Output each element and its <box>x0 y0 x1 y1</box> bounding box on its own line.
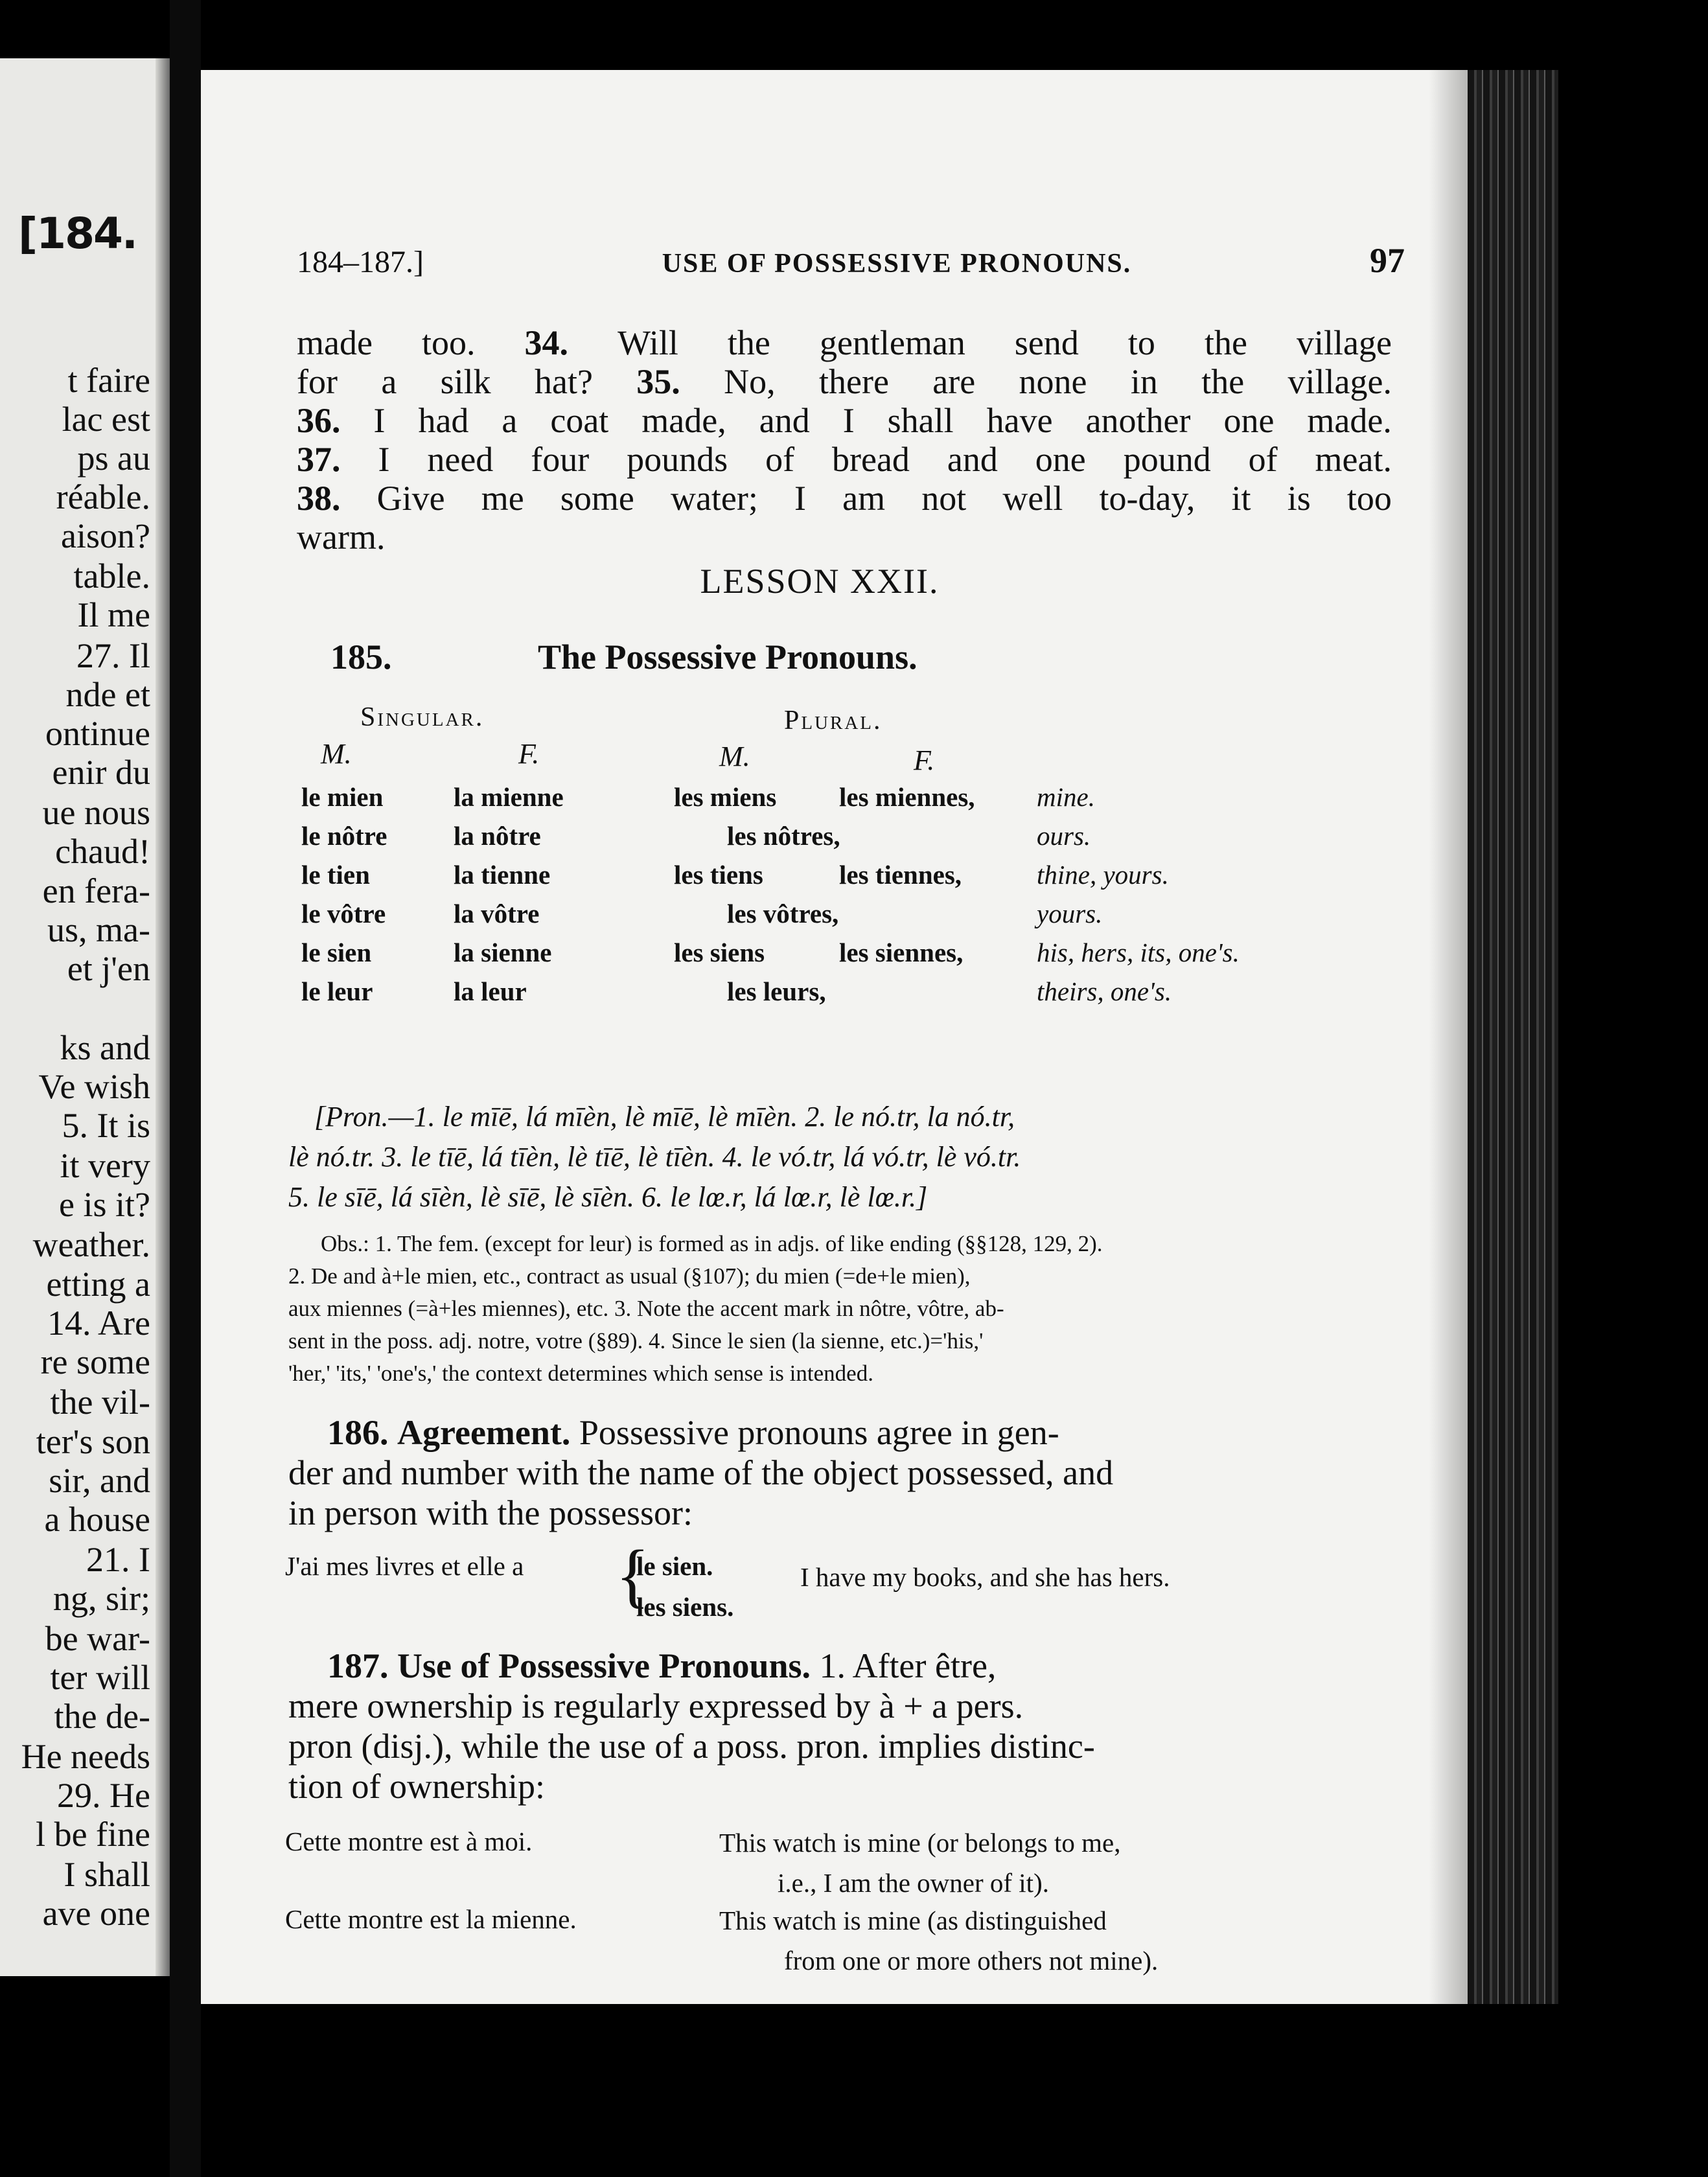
left-page-gutter <box>156 58 170 1976</box>
exercise-word: am <box>842 479 886 518</box>
example-187-2-french: Cette montre est la mienne. <box>285 1904 577 1934</box>
exercise-word: a <box>502 401 518 440</box>
left-page-fragment: weather. <box>32 1225 150 1264</box>
obs-line-4: sent in the poss. adj. notre, votre (§89). 4. Since le sien (la sienne, etc.)='his,' <box>288 1328 984 1353</box>
exercise-word: pound <box>1123 440 1211 479</box>
left-page-fragment: it very <box>60 1146 150 1185</box>
exercise-word: 36. <box>297 401 341 440</box>
left-page-fragment: 5. It is <box>62 1106 150 1145</box>
left-page-fragment: table. <box>73 557 150 595</box>
gender-m-singular: M. <box>321 738 352 770</box>
exercise-word: four <box>531 440 590 479</box>
exercise-word: one <box>1035 440 1086 479</box>
exercise-word: one <box>1223 401 1275 440</box>
exercise-word: the <box>727 323 770 362</box>
exercise-word: none <box>1019 362 1087 401</box>
exercise-word: made <box>297 323 373 362</box>
left-page-fragment: lac est <box>62 400 150 439</box>
pronoun-cell-sm: le leur <box>301 976 373 1006</box>
left-page-fragment: He needs <box>21 1737 150 1776</box>
left-page-fragment: ks and <box>60 1028 150 1067</box>
section-186-line-3: in person with the possessor: <box>288 1493 693 1532</box>
section-187-line-2: mere ownership is regularly expressed by à + a pers. <box>288 1687 1024 1725</box>
exercise-word: pounds <box>627 440 728 479</box>
section-187-line-3: pron (disj.), while the use of a poss. pron. implies distinc- <box>288 1727 1095 1766</box>
left-page-fragment: the de- <box>54 1697 150 1736</box>
obs-line-5: 'her,' 'its,' 'one's,' the context determines which sense is intended. <box>288 1361 873 1386</box>
book-spine <box>170 0 201 2177</box>
pronoun-cell-sm: le nôtre <box>301 821 387 851</box>
pronoun-cell-sf: la leur <box>454 976 527 1006</box>
pronoun-cell-sf: la sienne <box>454 938 552 967</box>
left-page-fragment: sir, and <box>49 1461 150 1500</box>
exercise-word: No, <box>724 362 776 401</box>
running-header <box>297 240 1405 281</box>
left-page-fragment: en fera- <box>42 871 150 910</box>
exercise-word: Will <box>617 323 678 362</box>
pronoun-cell-pf: les tiennes, <box>839 860 962 890</box>
singular-label: Singular. <box>360 702 485 732</box>
pronoun-cell-pc: les vôtres, <box>727 899 839 928</box>
exercise-line <box>297 478 1392 518</box>
exercise-word: shall <box>887 401 954 440</box>
section-187-heading: Use of Possessive Pronouns. <box>397 1646 811 1685</box>
left-page-fragment: 14. Are <box>47 1304 150 1342</box>
exercise-word: well <box>1002 479 1063 518</box>
pronoun-cell-pf: les siennes, <box>839 938 964 967</box>
left-page-fragment: I shall <box>63 1855 150 1894</box>
exercise-line <box>297 517 1392 557</box>
exercise-word: I <box>794 479 806 518</box>
pronoun-cell-sm: le vôtre <box>301 899 386 928</box>
exercise-word: another <box>1085 401 1191 440</box>
exercise-word: 38. <box>297 479 341 518</box>
left-page-fragment: et j'en <box>67 949 150 988</box>
exercise-word: meat. <box>1315 440 1392 479</box>
pronoun-cell-en: theirs, one's. <box>1037 976 1172 1006</box>
exercise-word: not <box>921 479 967 518</box>
exercise-word: 35. <box>636 362 680 401</box>
left-page-fragment: Ve wish <box>38 1067 150 1106</box>
exercise-word: too <box>1346 479 1392 518</box>
exercise-word: is <box>1287 479 1311 518</box>
section-185-number: 185. <box>330 638 392 676</box>
left-page-fragment: ontinue <box>45 714 150 753</box>
pronoun-cell-en: thine, yours. <box>1037 860 1169 890</box>
lesson-title: LESSON XXII. <box>700 562 940 601</box>
left-page-fragment: t faire <box>67 361 150 400</box>
exercise-word: it <box>1231 479 1251 518</box>
exercise-word: I <box>373 401 386 440</box>
example-187-1-french: Cette montre est à moi. <box>285 1826 533 1856</box>
pronoun-cell-sf: la tienne <box>454 860 551 890</box>
exercise-line <box>297 400 1392 441</box>
left-page-fragment: ter will <box>50 1658 150 1697</box>
left-page-fragment: réable. <box>56 478 150 516</box>
gender-f-singular: F. <box>518 738 540 770</box>
exercise-word: and <box>759 401 810 440</box>
pronoun-cell-en: his, hers, its, one's. <box>1037 938 1240 967</box>
section-range: 184–187.] <box>297 245 424 279</box>
example-186-option-2: les siens. <box>636 1592 734 1622</box>
pronunciation-line-3: 5. le sīē, lá sīèn, lè sīē, lè sīèn. 6. le lœ.r, lá lœ.r, lè lœ.r.] <box>288 1181 928 1213</box>
exercise-word: send <box>1014 323 1079 362</box>
section-187-line-4: tion of ownership: <box>288 1767 545 1806</box>
exercise-word: of <box>765 440 795 479</box>
left-page-fragment: ue nous <box>42 793 150 832</box>
example-186-french: J'ai mes livres et elle a <box>285 1551 524 1581</box>
section-187-number: 187. <box>327 1646 389 1685</box>
exercise-word: 37. <box>297 440 341 479</box>
left-page-fragment: ng, sir; <box>52 1579 150 1618</box>
pronunciation-line-2: lè nó.tr. 3. le tīē, lá tīèn, lè tīē, lè tīèn. 4. le vó.tr, lá vó.tr, lè vó.tr. <box>288 1141 1021 1173</box>
exercise-word: bread <box>832 440 910 479</box>
exercise-word: I <box>378 440 390 479</box>
left-page <box>0 58 170 1976</box>
left-page-fragment: nde et <box>65 675 150 714</box>
obs-line-2: 2. De and à+le mien, etc., contract as usual (§107); du mien (=de+le mien), <box>288 1263 971 1289</box>
pronoun-cell-en: yours. <box>1037 899 1103 928</box>
example-186-english: I have my books, and she has hers. <box>800 1562 1170 1592</box>
obs-line-1: Obs.: 1. The fem. (except for leur) is formed as in adjs. of like ending (§§128, 129, 2). <box>321 1231 1103 1256</box>
exercise-word: to-day, <box>1099 479 1195 518</box>
exercise-word: for <box>297 362 338 401</box>
left-page-fragment: chaud! <box>55 832 150 871</box>
section-186-first-line <box>327 1412 1059 1453</box>
section-186-number: 186. <box>327 1413 389 1452</box>
exercise-line <box>297 439 1392 479</box>
left-page-fragment: ave one <box>42 1894 150 1933</box>
exercise-word: to <box>1127 323 1155 362</box>
exercise-word: and <box>947 440 998 479</box>
exercise-word: me <box>481 479 524 518</box>
gender-m-plural: M. <box>719 741 750 772</box>
exercise-word: the <box>1201 362 1245 401</box>
gender-f-plural: F. <box>914 744 935 776</box>
exercise-word: Give <box>376 479 445 518</box>
exercise-word: hat? <box>535 362 593 401</box>
left-page-fragment: us, ma- <box>47 910 150 949</box>
example-187-1-english-1: This watch is mine (or belongs to me, <box>719 1828 1121 1858</box>
exercise-word: in <box>1130 362 1158 401</box>
exercise-word: warm. <box>297 518 386 557</box>
pronoun-cell-pc: les nôtres, <box>727 821 840 851</box>
pronoun-cell-pm: les tiens <box>674 860 763 890</box>
exercise-word: too. <box>421 323 476 362</box>
left-page-number: [184. <box>18 209 137 259</box>
pronoun-cell-pm: les siens <box>674 938 765 967</box>
right-page <box>201 70 1468 2004</box>
exercise-word: some <box>560 479 634 518</box>
left-page-fragment: e is it? <box>59 1185 150 1224</box>
pronoun-cell-sf: la mienne <box>454 782 564 812</box>
pronoun-cell-sf: la nôtre <box>454 821 541 851</box>
left-page-fragment: 21. I <box>86 1540 150 1579</box>
section-186-heading: Agreement. <box>397 1413 571 1452</box>
page-edges <box>1468 70 1558 2004</box>
exercise-word: there <box>818 362 889 401</box>
exercise-word: gentleman <box>819 323 965 362</box>
pronoun-cell-en: mine. <box>1037 782 1095 812</box>
pronoun-cell-en: ours. <box>1037 821 1091 851</box>
exercise-word: village. <box>1287 362 1392 401</box>
left-page-fragment: etting a <box>46 1265 150 1304</box>
section-185-heading: The Possessive Pronouns. <box>538 638 917 676</box>
page-number: 97 <box>1370 241 1405 280</box>
left-page-fragment: l be fine <box>36 1815 150 1854</box>
exercise-word: have <box>986 401 1053 440</box>
exercise-line <box>297 323 1392 363</box>
pronoun-cell-pf: les miennes, <box>839 782 975 812</box>
page-shadow <box>1429 70 1468 2004</box>
exercise-word: village <box>1296 323 1392 362</box>
pronunciation-line-1: [Pron.—1. le mīē, lá mīèn, lè mīē, lè mīèn. 2. le nó.tr, la nó.tr, <box>314 1101 1015 1133</box>
section-187-line-1: 1. After être, <box>819 1646 997 1685</box>
example-187-2-english-1: This watch is mine (as distinguished <box>719 1906 1107 1935</box>
exercise-word: silk <box>440 362 491 401</box>
section-187-first-line <box>327 1646 996 1686</box>
section-186-line-1: Possessive pronouns agree in gen- <box>579 1413 1059 1452</box>
left-page-fragment: aison? <box>61 516 150 555</box>
pronoun-cell-sf: la vôtre <box>454 899 540 928</box>
section-186-line-2: der and number with the name of the object possessed, and <box>288 1453 1114 1492</box>
left-page-fragment: 27. Il <box>76 636 150 675</box>
left-page-fragment: enir du <box>52 753 150 792</box>
running-title: USE OF POSSESSIVE PRONOUNS. <box>662 249 1132 279</box>
example-187-2-english-2: from one or more others not mine). <box>784 1946 1159 1975</box>
exercise-word: need <box>427 440 494 479</box>
exercise-word: water; <box>670 479 758 518</box>
exercise-word: coat <box>550 401 609 440</box>
example-186-option-1: le sien. <box>636 1551 713 1581</box>
exercise-word: a <box>381 362 397 401</box>
left-page-fragment: Il me <box>77 595 150 634</box>
example-187-1-english-2: i.e., I am the owner of it). <box>778 1868 1049 1898</box>
pronoun-cell-pm: les miens <box>674 782 777 812</box>
pronoun-cell-sm: le tien <box>301 860 370 890</box>
pronoun-cell-sm: le sien <box>301 938 372 967</box>
exercise-word: made. <box>1307 401 1392 440</box>
pronoun-cell-sm: le mien <box>301 782 384 812</box>
exercise-word: made, <box>641 401 726 440</box>
exercise-line <box>297 362 1392 402</box>
left-page-fragment: ter's son <box>36 1422 150 1461</box>
example-brace: { <box>616 1536 650 1615</box>
exercise-word: the <box>1204 323 1247 362</box>
exercise-word: of <box>1248 440 1278 479</box>
left-page-fragment: 29. He <box>57 1776 150 1815</box>
obs-line-3: aux miennes (=à+les miennes), etc. 3. Note the accent mark in nôtre, vôtre, ab- <box>288 1296 1004 1321</box>
left-page-fragment: re some <box>40 1342 150 1381</box>
exercise-word: are <box>932 362 976 401</box>
left-page-fragment: a house <box>44 1500 150 1539</box>
left-page-fragment: the vil- <box>50 1383 150 1422</box>
left-page-fragment: be war- <box>45 1619 150 1658</box>
plural-label: Plural. <box>784 706 883 735</box>
exercise-word: had <box>418 401 469 440</box>
left-page-fragment: ps au <box>77 439 150 478</box>
exercise-word: I <box>842 401 855 440</box>
exercise-word: 34. <box>524 323 569 362</box>
pronoun-cell-pc: les leurs, <box>727 976 826 1006</box>
